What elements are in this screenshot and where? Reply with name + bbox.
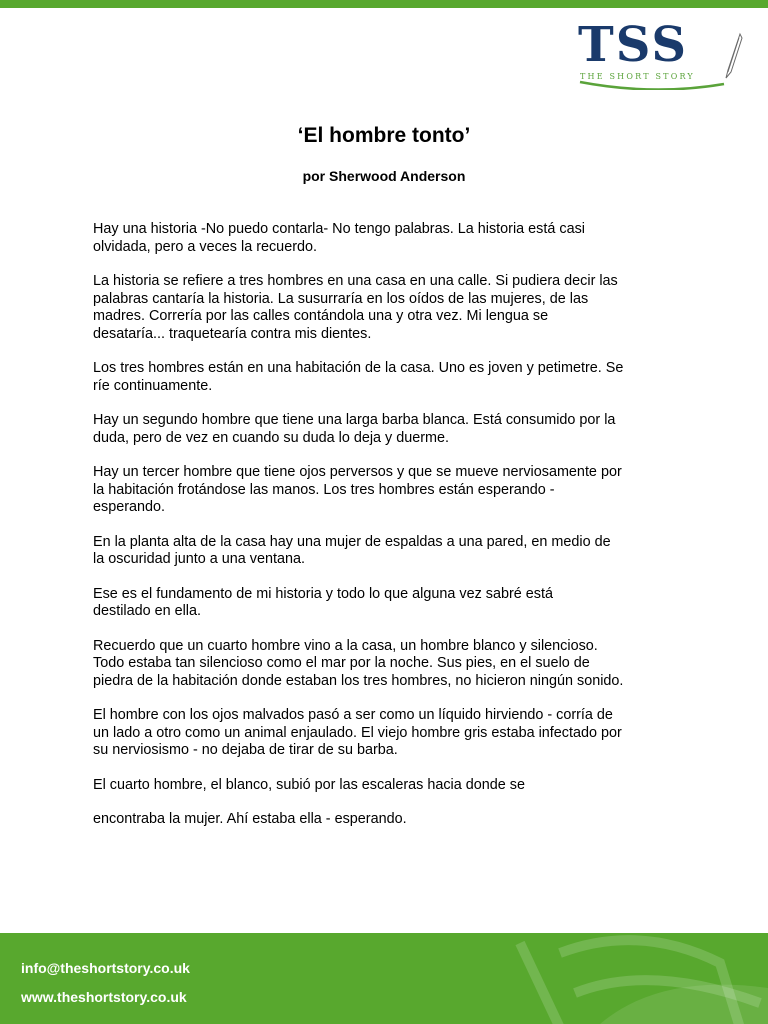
paragraph: Hay una historia -No puedo contarla- No tengo palabras. La historia está casi olvidada, pero a veces la recuerdo. [93, 221, 585, 255]
story-title: ‘El hombre tonto’ [297, 124, 471, 147]
paragraph: Los tres hombres están en una habitación de la casa. Uno es joven y petimetre. Se ríe continuamente. [93, 360, 624, 394]
paragraph: El cuarto hombre, el blanco, subió por las escaleras hacia donde se [93, 776, 525, 793]
footer-website-link[interactable]: www.theshortstory.co.uk [21, 989, 187, 1005]
paragraph: encontraba la mujer. Ahí estaba ella - esperando. [93, 811, 407, 827]
logo-letters: TSS [578, 17, 688, 73]
paragraph: Hay un tercer hombre que tiene ojos perversos y que se mueve nerviosamente por la habitación frotándose las manos. Los tres hombres están esperando - esperando. [93, 464, 622, 515]
tss-logo[interactable] [574, 18, 744, 90]
paragraph: En la planta alta de la casa hay una mujer de espaldas a una pared, en medio de la oscuridad junto a una ventana. [93, 533, 611, 567]
open-book-icon [0, 933, 768, 1024]
logo-tagline: THE SHORT STORY [580, 72, 695, 81]
story-author: por Sherwood Anderson [302, 168, 466, 184]
quill-pen-icon [722, 32, 744, 80]
paragraph: La historia se refiere a tres hombres en una casa en una calle. Si pudiera decir las palabras cantaría la historia. La susurraría en los oídos de las mujeres, de las madres. Correría por las calles contándola una y otra vez. Mi lengua se desataría... traquetearía contra mis dientes. [93, 273, 618, 342]
footer-bar [0, 933, 768, 1024]
paragraph: Recuerdo que un cuarto hombre vino a la casa, un hombre blanco y silencioso. Todo estaba tan silencioso como el mar por la noche. Sus pies, en el suelo de piedra de la habitación donde estaban los tres hombres, no hicieron ningún sonido. [93, 637, 624, 689]
paragraph: Hay un segundo hombre que tiene una larga barba blanca. Está consumido por la duda, pero de vez en cuando su duda lo deja y duerme. [93, 412, 616, 446]
paragraph: Ese es el fundamento de mi historia y todo lo que alguna vez sabré está destilado en ella. [93, 585, 553, 619]
paragraph: El hombre con los ojos malvados pasó a ser como un líquido hirviendo - corría de un lado a otro como un animal enjaulado. El viejo hombre gris estaba infectado por su nerviosismo - no dejaba de tirar de su barba. [93, 707, 622, 758]
top-accent-bar [0, 0, 768, 8]
footer-email-link[interactable]: info@theshortstory.co.uk [21, 960, 190, 976]
story-body [93, 221, 678, 846]
